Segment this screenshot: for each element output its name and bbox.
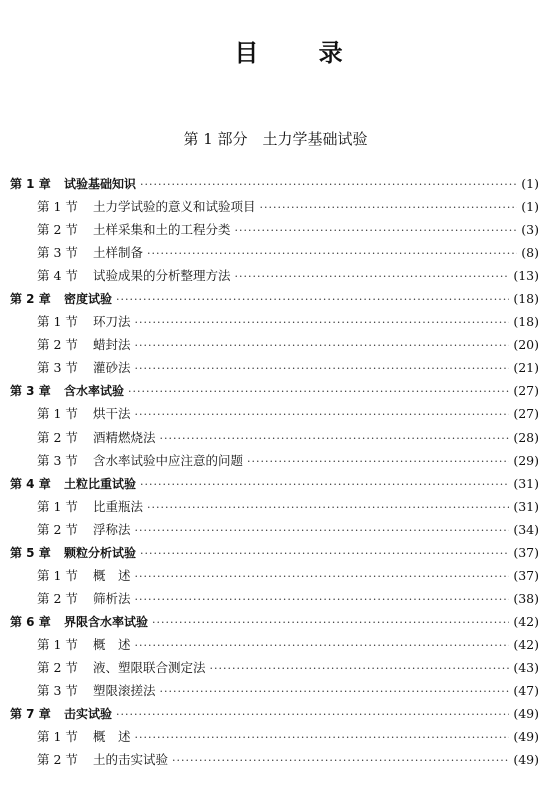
toc-entry-number: 第 2 节 (37, 337, 78, 353)
toc-chapter-row[interactable] (10, 379, 539, 402)
toc-entry-title: 酒精燃烧法 (93, 429, 156, 445)
toc-section-row[interactable] (10, 356, 539, 379)
page-title: 目 录 (234, 39, 369, 67)
toc-section-row[interactable] (10, 748, 539, 771)
toc-dot-leader (260, 196, 518, 219)
toc-page-number: (42) (513, 636, 539, 652)
toc-dot-leader (135, 334, 510, 357)
toc-entry-title: 烘干法 (93, 406, 131, 422)
toc-entry-title: 土粒比重试验 (64, 476, 137, 491)
toc-page-number: (49) (513, 752, 539, 768)
toc-dot-leader (235, 265, 510, 288)
toc-entry-title: 土样采集和土的工程分类 (93, 222, 231, 238)
toc-section-row[interactable] (10, 564, 539, 587)
toc-section-row[interactable] (10, 241, 539, 264)
toc-dot-leader (135, 726, 510, 749)
toc-entry-title: 土的击实试验 (93, 752, 169, 768)
toc-page-number: (49) (513, 729, 539, 745)
toc-entry-number: 第 2 节 (37, 752, 78, 768)
toc-dot-leader (135, 311, 510, 334)
toc-dot-leader (172, 749, 509, 772)
toc-dot-leader (152, 611, 509, 634)
toc-entry-title: 试验成果的分析整理方法 (93, 268, 231, 284)
toc-chapter-row[interactable] (10, 472, 539, 495)
toc-entry-number: 第 2 章 (10, 292, 51, 307)
toc-dot-leader (140, 173, 517, 196)
toc-section-row[interactable] (10, 725, 539, 748)
toc-entry-number: 第 4 节 (37, 268, 78, 284)
toc-entry-number: 第 1 节 (37, 406, 78, 422)
toc-entry-number: 第 2 节 (37, 590, 78, 606)
toc-dot-leader (135, 357, 510, 380)
toc-entry-title: 液、塑限联合测定法 (93, 659, 206, 675)
toc-entry-number: 第 1 节 (37, 199, 78, 215)
toc-entry-title: 筛析法 (93, 590, 131, 606)
toc-entry-number: 第 2 节 (37, 429, 78, 445)
toc-page-number: (3) (521, 222, 539, 238)
toc-section-row[interactable] (10, 310, 539, 333)
toc-dot-leader (147, 496, 509, 519)
toc-section-row[interactable] (10, 518, 539, 541)
toc-chapter-row[interactable] (10, 610, 539, 633)
toc-entry-title: 含水率试验中应注意的问题 (93, 452, 244, 468)
toc-dot-leader (235, 219, 518, 242)
toc-page-number: (49) (513, 706, 539, 722)
toc-section-row[interactable] (10, 633, 539, 656)
toc-entry-title: 环刀法 (93, 314, 131, 330)
toc-page-number: (18) (513, 291, 539, 307)
toc-entry-title: 土样制备 (93, 245, 144, 261)
toc-section-row[interactable] (10, 195, 539, 218)
toc-section-row[interactable] (10, 426, 539, 449)
toc-dot-leader (128, 380, 509, 403)
toc-entry-number: 第 1 节 (37, 314, 78, 330)
toc-entry-title: 浮称法 (93, 521, 131, 537)
toc-entry-title: 概 述 (93, 567, 131, 583)
toc-dot-leader (140, 473, 509, 496)
toc-section-row[interactable] (10, 449, 539, 472)
toc-dot-leader (116, 288, 509, 311)
toc-entry-title: 颗粒分析试验 (64, 545, 137, 560)
toc-page-number: (28) (513, 429, 539, 445)
toc-dot-leader (135, 588, 510, 611)
toc-entry-number: 第 1 节 (37, 729, 78, 745)
toc-page-number: (13) (513, 268, 539, 284)
toc-page-number: (31) (513, 498, 539, 514)
toc-entry-title: 塑限滚搓法 (93, 683, 156, 699)
toc-entry-number: 第 1 章 (10, 177, 51, 191)
toc-entry-number: 第 7 章 (10, 707, 51, 722)
toc-entry-title: 蜡封法 (93, 337, 131, 353)
toc-dot-leader (210, 657, 510, 680)
toc-page-number: (27) (513, 406, 539, 422)
toc-dot-leader (135, 565, 510, 588)
toc-entry-number: 第 3 节 (37, 683, 78, 699)
table-of-contents (10, 172, 539, 771)
toc-dot-leader (135, 519, 510, 542)
toc-page-number: (1) (521, 176, 539, 191)
toc-entry-title: 概 述 (93, 636, 131, 652)
toc-entry-number: 第 4 章 (10, 476, 51, 491)
toc-section-row[interactable] (10, 402, 539, 425)
toc-section-row[interactable] (10, 218, 539, 241)
toc-entry-title: 试验基础知识 (64, 177, 137, 191)
toc-section-row[interactable] (10, 679, 539, 702)
toc-dot-leader (135, 634, 510, 657)
toc-entry-number: 第 3 节 (37, 452, 78, 468)
toc-dot-leader (140, 542, 509, 565)
toc-entry-title: 含水率试验 (64, 384, 125, 399)
toc-section-row[interactable] (10, 264, 539, 287)
toc-chapter-row[interactable] (10, 702, 539, 725)
toc-entry-number: 第 3 节 (37, 360, 78, 376)
toc-entry-number: 第 2 节 (37, 521, 78, 537)
toc-entry-title: 土力学试验的意义和试验项目 (93, 199, 256, 215)
toc-dot-leader (147, 242, 517, 265)
toc-page-number: (43) (513, 659, 539, 675)
toc-entry-title: 密度试验 (64, 292, 113, 307)
toc-entry-number: 第 2 节 (37, 659, 78, 675)
toc-chapter-row[interactable] (10, 541, 539, 564)
toc-page-number: (31) (513, 475, 539, 491)
toc-page-number: (29) (513, 452, 539, 468)
toc-dot-leader (160, 427, 510, 450)
toc-entry-title: 界限含水率试验 (64, 614, 149, 629)
toc-entry-number: 第 1 节 (37, 636, 78, 652)
toc-chapter-row[interactable] (10, 172, 539, 195)
toc-entry-title: 比重瓶法 (93, 498, 144, 514)
toc-page-number: (27) (513, 383, 539, 399)
toc-page-number: (37) (513, 544, 539, 560)
toc-page-number: (8) (521, 245, 539, 261)
toc-dot-leader (160, 680, 510, 703)
toc-page-number: (38) (513, 590, 539, 606)
toc-dot-leader (135, 403, 510, 426)
toc-page-number: (47) (513, 683, 539, 699)
toc-entry-number: 第 6 章 (10, 614, 51, 629)
toc-chapter-row[interactable] (10, 287, 539, 310)
toc-page-number: (34) (513, 521, 539, 537)
toc-entry-title: 概 述 (93, 729, 131, 745)
toc-entry-number: 第 5 章 (10, 545, 51, 560)
toc-entry-title: 击实试验 (64, 707, 113, 722)
toc-entry-number: 第 1 节 (37, 567, 78, 583)
toc-entry-number: 第 3 章 (10, 384, 51, 399)
toc-dot-leader (116, 703, 509, 726)
toc-section-row[interactable] (10, 333, 539, 356)
part-heading: 第 1 部分 土力学基础试验 (183, 130, 368, 148)
toc-page-number: (21) (513, 360, 539, 376)
toc-entry-number: 第 3 节 (37, 245, 78, 261)
toc-section-row[interactable] (10, 656, 539, 679)
toc-section-row[interactable] (10, 587, 539, 610)
toc-dot-leader (247, 450, 509, 473)
toc-page-number: (37) (513, 567, 539, 583)
toc-page-number: (42) (513, 613, 539, 629)
toc-page-number: (18) (513, 314, 539, 330)
toc-page-number: (20) (513, 337, 539, 353)
toc-page-number: (1) (521, 199, 539, 215)
toc-entry-number: 第 2 节 (37, 222, 78, 238)
toc-section-row[interactable] (10, 495, 539, 518)
toc-entry-number: 第 1 节 (37, 498, 78, 514)
toc-entry-title: 灌砂法 (93, 360, 131, 376)
